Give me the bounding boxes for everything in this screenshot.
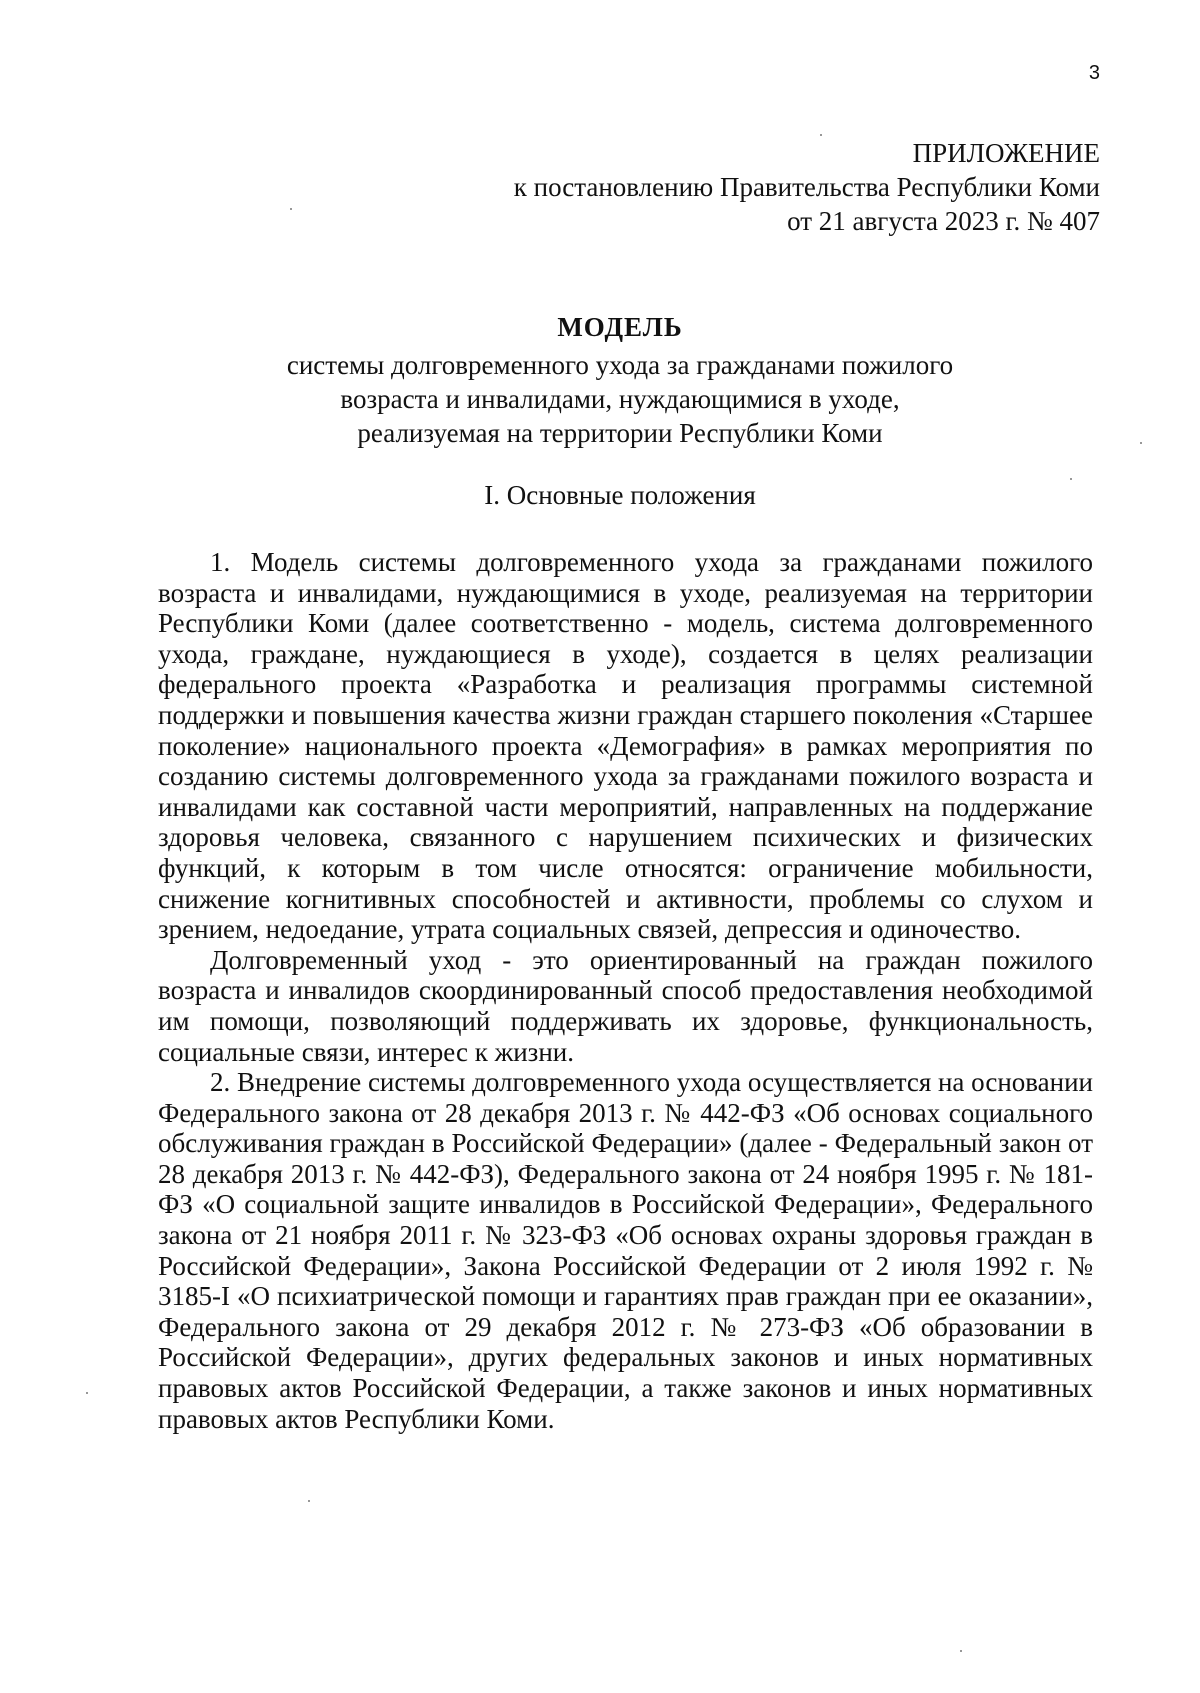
- document-title: [150, 310, 1090, 450]
- title-line-1: системы долговременного ухода за гражданами пожилого: [286, 350, 954, 380]
- scan-speck: [1070, 478, 1072, 480]
- appendix-label: ПРИЛОЖЕНИЕ: [912, 138, 1100, 168]
- appendix-date-line: от 21 августа 2023 г. № 407: [787, 206, 1100, 236]
- appendix-block: [514, 136, 1100, 238]
- title-heading: МОДЕЛЬ: [557, 312, 683, 342]
- page-number: 3: [1088, 62, 1100, 84]
- section-title: I. Основные положения: [484, 480, 756, 510]
- scan-speck: [308, 1500, 310, 1502]
- body-text: [158, 547, 1093, 1434]
- paragraph-2: Долговременный уход - это ориентированный на граждан пожилого возраста и инвалидов скоординированный способ предоставления необходимой им помощи, позволяющий поддерживать их здоровье, функциональность, социальные связи, интерес к жизни.: [158, 944, 1093, 1067]
- scan-speck: [960, 1650, 962, 1652]
- paragraph-1: 1. Модель системы долговременного ухода за гражданами пожилого возраста и инвалидами, нуждающимися в уходе, реализуемая на территории Республики Коми (далее соответственно - модель, система долговременного ухода, граждане, нуждающиеся в уходе), создается в целях реализации федерального проекта «Разработка и реализация программы системной поддержки и повышения качества жизни граждан старшего поколения «Старшее поколение» национального проекта «Демография» в рамках мероприятия по созданию системы долговременного ухода за гражданами пожилого возраста и инвалидами как составной части мероприятий, направленных на поддержание здоровья человека, связанного с нарушением психических и физических функций, к которым в том числе относятся: ограничение мобильности, снижение когнитивных способностей и активности, проблемы со слухом и зрением, недоедание, утрата социальных связей, депрессия и одиночество.: [158, 547, 1093, 945]
- scan-speck: [86, 1392, 88, 1394]
- scan-speck: [1140, 442, 1142, 444]
- scan-speck: [290, 208, 292, 210]
- paragraph-3: 2. Внедрение системы долговременного ухода осуществляется на основании Федерального закона от 28 декабря 2013 г. № 442-ФЗ «Об основах социального обслуживания граждан в Российской Федерации» (далее - Федеральный закон от 28 декабря 2013 г. № 442-ФЗ), Федерального закона от 24 ноября 1995 г. № 181-ФЗ «О социальной защите инвалидов в Российской Федерации», Федерального закона от 21 ноября 2011 г. № 323-ФЗ «Об основах охраны здоровья граждан в Российской Федерации», Закона Российской Федерации от 2 июля 1992 г. № 3185-I «О психиатрической помощи и гарантиях прав граждан при ее оказании», Федерального закона от 29 декабря 2012 г. № 273-ФЗ «Об образовании в Российской Федерации», других федеральных законов и иных нормативных правовых актов Российской Федерации, а также законов и иных нормативных правовых актов Республики Коми.: [158, 1067, 1093, 1434]
- title-line-2: возраста и инвалидами, нуждающимися в уходе,: [340, 384, 900, 414]
- appendix-resolution-line: к постановлению Правительства Республики Коми: [513, 172, 1100, 202]
- title-line-3: реализуемая на территории Республики Коми: [357, 418, 883, 448]
- scan-speck: [820, 134, 822, 136]
